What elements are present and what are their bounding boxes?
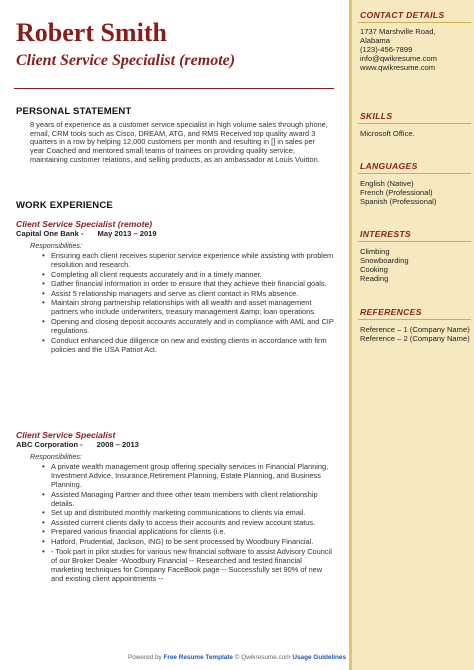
references-divider: [358, 319, 471, 320]
job-title: Client Service Specialist: [16, 430, 116, 440]
contact-divider: [358, 22, 471, 23]
list-item: Spanish (Professional): [360, 197, 437, 207]
list-item: Reading: [360, 274, 389, 284]
list-item: • Conduct enhanced due diligence on new and existing clients in accordance with firm policies and the USA Patriot Act.: [42, 336, 334, 354]
list-item: • Opening and closing deposit accounts accurately and in compliance with AML and CIP regulations.: [42, 317, 334, 335]
job-company-line: [16, 229, 334, 238]
candidate-name: Robert Smith: [16, 18, 167, 47]
list-item: • Completing all client requests accurately and in a timely manner.: [42, 270, 334, 279]
free-resume-template-link[interactable]: Free Resume Template: [163, 654, 233, 661]
interests-heading: INTERESTS: [360, 229, 411, 239]
list-item: • Maintain strong partnership relationships with all wealth and asset management partners who include underwriters, treasury management &amp; loan operations.: [42, 298, 334, 316]
skills-heading: SKILLS: [360, 111, 393, 121]
job-company: Capital One Bank -: [16, 229, 84, 238]
list-item: • Gather financial information in order to ensure that they achieve their financial goals.: [42, 279, 334, 288]
languages-divider: [358, 173, 471, 174]
list-item: Reference – 1 (Company Name): [360, 325, 470, 334]
references-list: [360, 325, 472, 343]
main-column: [14, 0, 334, 650]
list-item: • Ensuring each client receives superior service experience while assisting with problem resolution and research.: [42, 251, 334, 269]
experience-heading: WORK EXPERIENCE: [16, 200, 113, 211]
footer-prefix: Powered by: [127, 654, 162, 661]
contact-phone: (123)-456-7899: [360, 45, 413, 55]
list-item: • Assisted Managing Partner and three other team members with client relationship details.: [42, 490, 334, 508]
job-title: Client Service Specialist (remote): [16, 219, 153, 229]
list-item: • Prepared various financial applications for clients (i.e.: [42, 527, 334, 536]
contact-heading: CONTACT DETAILS: [360, 10, 445, 20]
footer: [0, 654, 474, 661]
list-item: • Set up and distributed monthly marketing communications to clients via email.: [42, 508, 334, 517]
job-dates: 2008 – 2013: [96, 440, 139, 449]
job-bullets: [42, 462, 334, 583]
list-item: • - Took part in pilot studies for various new financial software to assist Advisory Council of our Broker Dealer -Woodbury Financial -- Researched and tested financial marketing techniques for Company FaceBook page -- Successfully set 90% of new and existing client appointments --: [42, 547, 334, 583]
list-item: • Hatford, Prudential, Jackson, ING) to be sent processed by Woodbury Financial.: [42, 537, 334, 546]
contact-address-line2: Alabama: [360, 36, 390, 46]
interests-divider: [358, 241, 471, 242]
job-company: ABC Corporation -: [16, 440, 83, 449]
list-item: • Assisted current clients daily to access their accounts and review account status.: [42, 518, 334, 527]
job-bullets: [42, 251, 334, 354]
job-entry: [16, 219, 334, 354]
list-item: Climbing: [360, 247, 390, 256]
list-item: • Assist 5 relationship managers and serve as client contact in RMs absence.: [42, 289, 334, 298]
list-item: Cooking: [360, 265, 388, 275]
responsibilities-label: Responsibilities:: [30, 241, 82, 250]
responsibilities-label: Responsibilities:: [30, 452, 82, 461]
contact-address-line1: 1737 Marshville Road,: [360, 27, 436, 36]
header-divider: [14, 88, 334, 89]
contact-email[interactable]: info@qwikresume.com: [360, 54, 437, 64]
list-item: • A private wealth management group offering specialty services in Financial Planning, Investment Advice, Insurance,Retirement Planning, Estate Planning, and Business Planning.: [42, 462, 334, 489]
statement-text: 8 years of experience as a customer service specialist in high volume sales through phone, email, CRM tools such as Cisco, DREAM, ATG, and RMS Received top quality award 3 quarters in a row by helping 12,000 customers per month and resulting in [] in sales per year Coached and mentored small teams of trainees on providing quality service, maintaining customer relations, and selling products, as an ambassador at Louis Vuitton.: [30, 120, 328, 164]
languages-heading: LANGUAGES: [360, 161, 418, 171]
footer-copyright: © Qwikresume.com: [234, 654, 291, 661]
references-heading: REFERENCES: [360, 307, 422, 317]
interests-list: [360, 247, 472, 283]
sidebar: [349, 0, 474, 670]
job-company-line: [16, 440, 334, 449]
languages-list: [360, 179, 472, 206]
candidate-title: Client Service Specialist (remote): [16, 52, 236, 69]
list-item: French (Professional): [360, 188, 433, 198]
usage-guidelines-link[interactable]: Usage Guidelines: [292, 654, 347, 661]
job-dates: May 2013 – 2019: [97, 229, 157, 238]
statement-heading: PERSONAL STATEMENT: [16, 106, 132, 117]
list-item: Microsoft Office.: [360, 129, 415, 138]
contact-website[interactable]: www.qwikresume.com: [360, 63, 436, 73]
skills-divider: [358, 123, 471, 124]
list-item: Reference – 2 (Company Name): [360, 334, 470, 344]
list-item: Snowboarding: [360, 256, 409, 266]
skills-list: [360, 129, 472, 138]
list-item: English (Native): [360, 179, 414, 188]
contact-details: [360, 27, 472, 72]
job-entry: [16, 430, 334, 583]
